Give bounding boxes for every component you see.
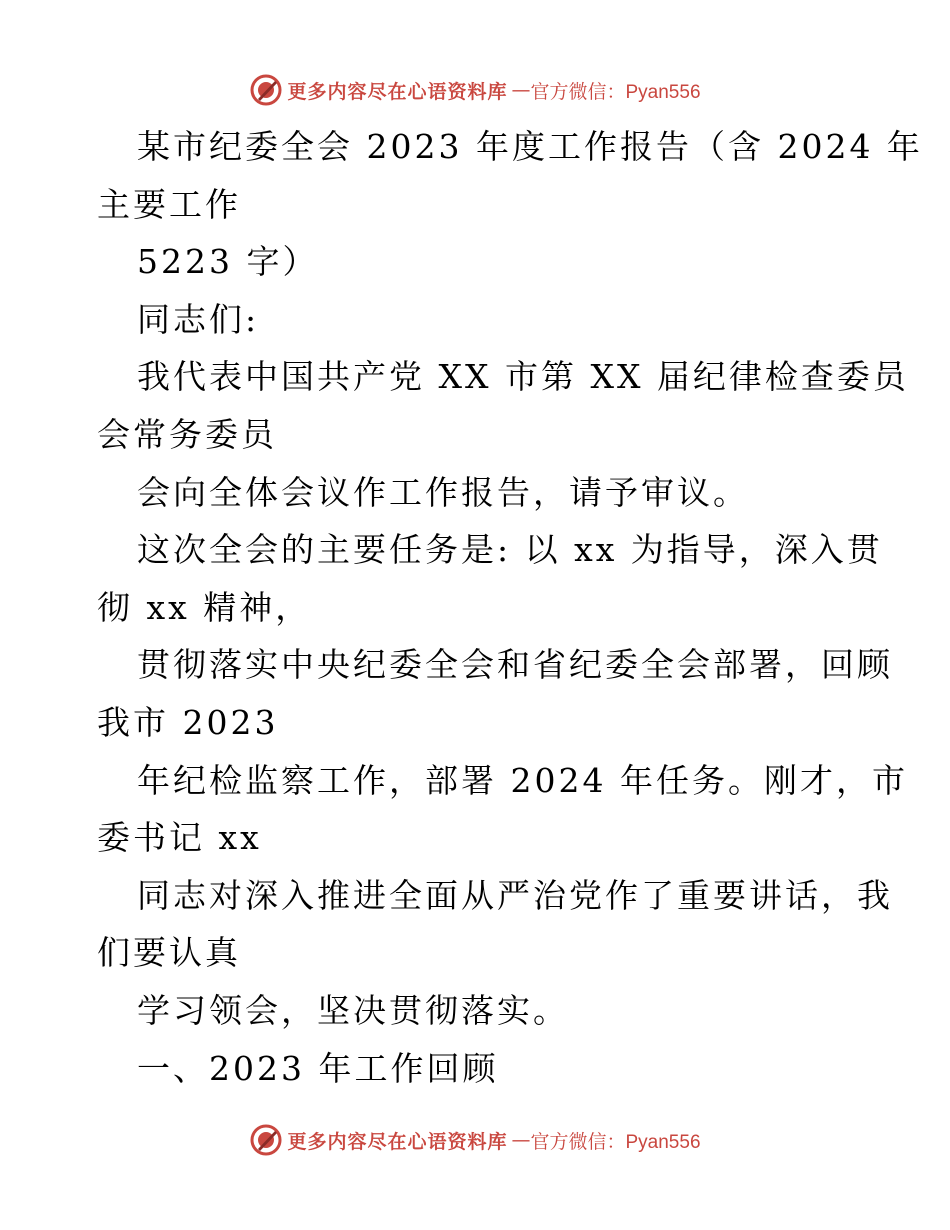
paragraph-line: 彻 xx 精神， <box>97 587 312 627</box>
document-body <box>97 118 923 1097</box>
document-title-line-1: 某市纪委全会 2023 年度工作报告（含 2024 年 <box>137 127 923 166</box>
paragraph-line: 这次全会的主要任务是: 以 xx 为指导，深入贯 <box>137 530 883 570</box>
paragraph-line: 委书记 xx <box>97 818 262 858</box>
watermark-contact: 官方微信：Pyan556 <box>530 1131 701 1153</box>
paragraph-line: 年纪检监察工作，部署 2024 年任务。刚才，市 <box>137 760 908 800</box>
watermark-separator: — <box>511 79 531 101</box>
paragraph-line: 会向全体会议作工作报告，请予审议。 <box>137 472 749 512</box>
paragraph-line: 会常务委员 <box>97 414 277 454</box>
pen-logo-icon <box>249 73 283 107</box>
header-watermark <box>0 70 950 110</box>
watermark-separator: — <box>511 1129 531 1151</box>
document-title-line-3: 5223 字） <box>137 242 319 282</box>
paragraph-line: 同志对深入推进全面从严治党作了重要讲话，我 <box>137 875 893 915</box>
paragraph-line: 贯彻落实中央纪委全会和省纪委全会部署，回顾 <box>137 645 893 685</box>
watermark-contact: 官方微信：Pyan556 <box>530 81 701 103</box>
document-title-line-2: 主要工作 <box>97 184 241 224</box>
paragraph-line: 们要认真 <box>97 933 241 973</box>
pen-logo-icon <box>249 1123 283 1157</box>
paragraph-line: 我代表中国共产党 XX 市第 XX 届纪律检查委员 <box>137 357 909 397</box>
watermark-brand: 更多内容尽在心语资料库 <box>287 80 508 103</box>
watermark-brand: 更多内容尽在心语资料库 <box>287 1130 508 1153</box>
salutation: 同志们: <box>137 299 260 339</box>
paragraph-line: 学习领会，坚决贯彻落实。 <box>137 990 569 1030</box>
paragraph-line: 我市 2023 <box>97 702 279 742</box>
footer-watermark <box>0 1120 950 1160</box>
section-heading: 一、2023 年工作回顾 <box>137 1048 499 1088</box>
